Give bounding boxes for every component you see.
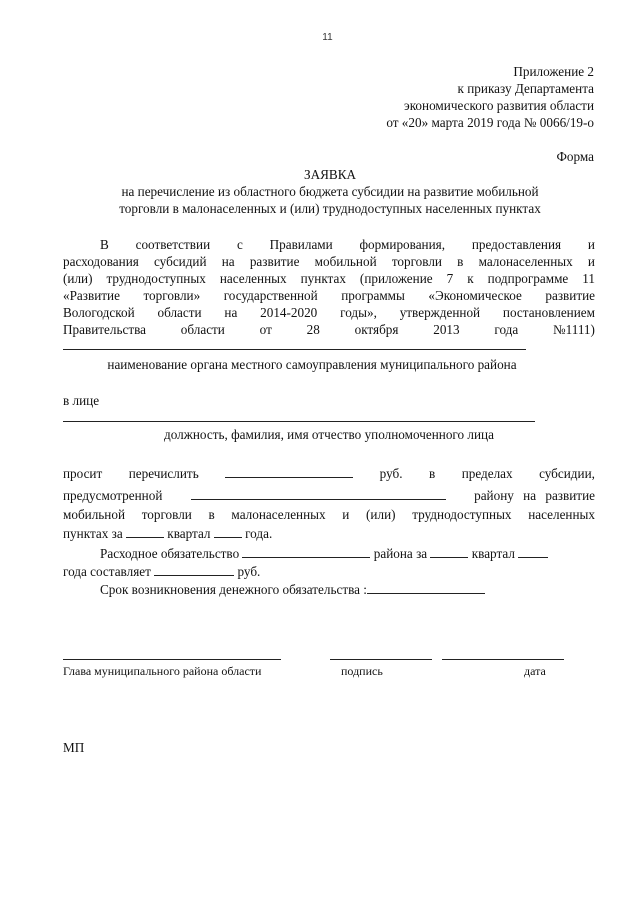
request-line-4: пунктах за квартал года. (63, 526, 273, 541)
form-label: Форма (556, 149, 594, 164)
intro-line-6: Правительства области от 28 октября 2013 года №1111) (63, 322, 595, 337)
request-line-3: мобильной торговли в малонаселенных и (или) труднодоступных населенных (63, 507, 595, 522)
subtitle-line-2: торговли в малонаселенных и (или) труднодоступных населенных пунктах (119, 201, 541, 216)
quarter-field[interactable] (126, 525, 164, 538)
intro-line-4: «Развитие торговли» государственной программы «Экономическое развитие (63, 288, 595, 303)
date-field[interactable] (442, 659, 564, 660)
intro-line-3: (или) труднодоступных населенных пунктах (приложение 7 к подпрограмме 11 (63, 271, 595, 286)
subtitle-line-1: на перечисление из областного бюджета субсидии на развитие мобильной (121, 184, 539, 199)
intro-line-2: расходования субсидий на развитие мобильной торговли в малонаселенных и (63, 254, 595, 269)
municipal-name-field[interactable] (63, 349, 526, 350)
year-field[interactable] (214, 525, 242, 538)
appendix-line-2: к приказу Департамента (457, 81, 594, 96)
expense-year-field[interactable] (518, 545, 548, 558)
amount-field[interactable] (225, 465, 353, 478)
seal-label: МП (63, 740, 85, 755)
signature-field[interactable] (330, 659, 432, 660)
document-title: ЗАЯВКА (303, 167, 357, 182)
appendix-line-4: от «20» марта 2019 года № 0066/19-о (386, 115, 594, 130)
provided-budget-field[interactable] (191, 487, 446, 500)
page-number: 11 (322, 32, 333, 43)
intro-line-5: Вологодской области на 2014-2020 годы», утвержденной постановлением (63, 305, 595, 320)
in-person-label: в лице (63, 393, 100, 408)
official-name-caption: должность, фамилия, имя отчество уполномоченного лица (164, 427, 494, 442)
municipal-name-caption: наименование органа местного самоуправления муниципального района (107, 357, 517, 372)
deadline-line: Срок возникновения денежного обязательства : (100, 581, 485, 598)
expense-line-2: года составляет руб. (63, 564, 261, 579)
signature-label: подпись (341, 664, 383, 678)
expense-amount-field[interactable] (154, 563, 234, 576)
date-label: дата (524, 664, 546, 678)
head-label: Глава муниципального района области (63, 664, 262, 678)
request-line-1: просит перечислить руб. в пределах субсидии, (63, 466, 595, 481)
official-name-field[interactable] (63, 421, 535, 422)
expense-obligation-field[interactable] (242, 545, 370, 558)
expense-line-1: Расходное обязательство района за квартал (100, 545, 548, 562)
appendix-line-3: экономического развития области (404, 98, 594, 113)
head-signature-field[interactable] (63, 659, 281, 660)
request-line-2: предусмотренной району на развитие (63, 488, 595, 503)
deadline-field[interactable] (367, 581, 485, 594)
appendix-header (386, 63, 594, 131)
intro-line-1: В соответствии с Правилами формирования, предоставления и (100, 237, 595, 252)
appendix-line-1: Приложение 2 (513, 64, 594, 79)
expense-quarter-field[interactable] (430, 545, 468, 558)
